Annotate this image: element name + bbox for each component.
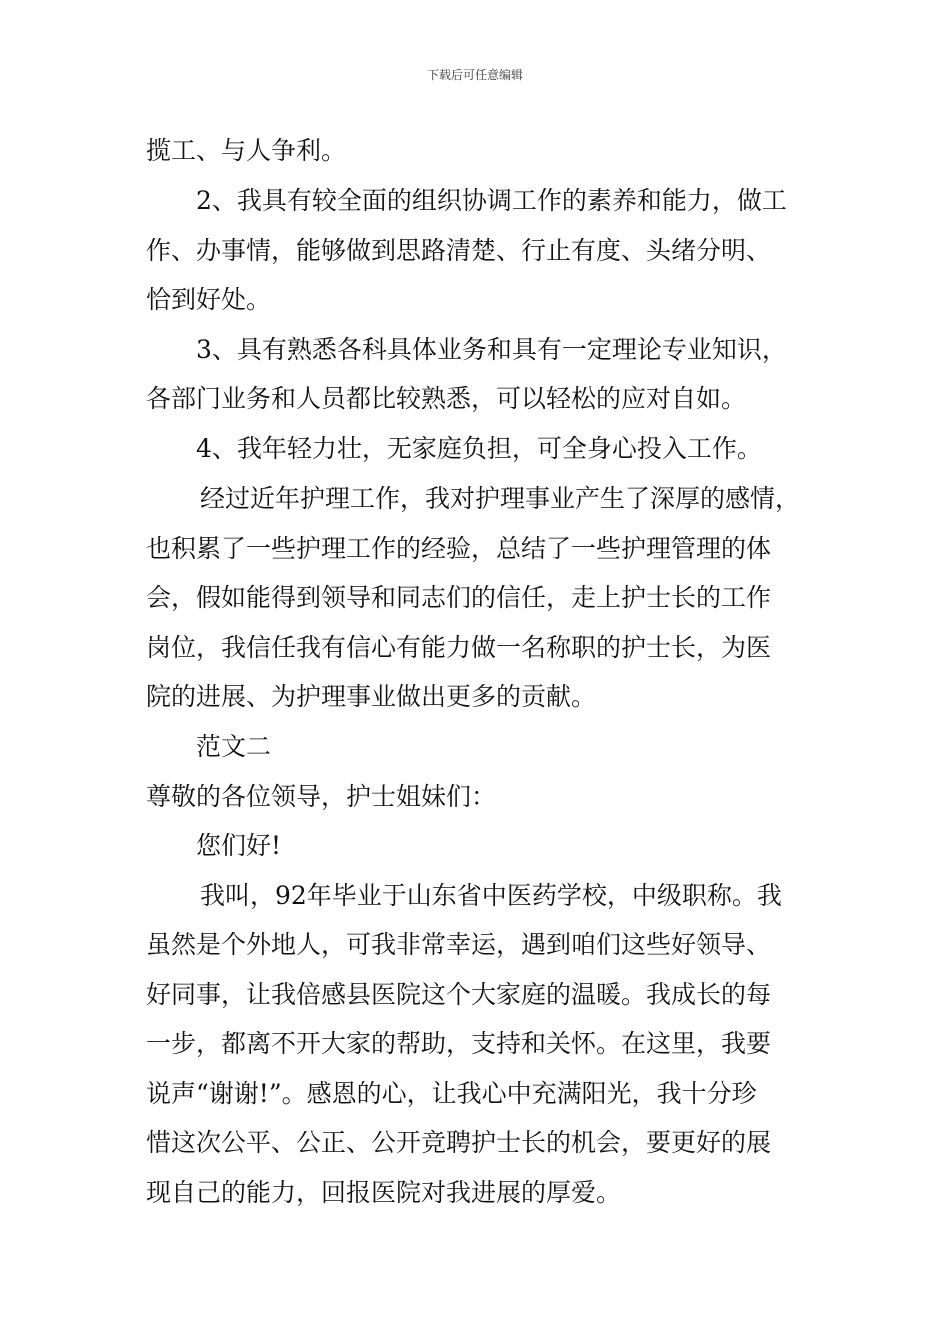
text-line: 说声“谢谢!”。感恩的心，让我心中充满阳光，我十分珍 [146,1079,757,1108]
text-line: 岗位，我信任我有信心有能力做一名称职的护士长，为医 [146,633,772,662]
text-line: 揽工、与人争利。 [146,136,347,165]
text-line: 作、办事情，能够做到思路清楚、行止有度、头绪分明、 [146,236,772,265]
text-line: 惜这次公平、公正、公开竞聘护士长的机会，要更好的展 [146,1128,772,1157]
text-line: 各部门业务和人员都比较熟悉，可以轻松的应对自如。 [146,384,747,413]
text-line: 一步，都离不开大家的帮助，支持和关怀。在这里，我要 [146,1029,772,1058]
text-line: 2、我具有较全面的组织协调工作的素养和能力，做工 [196,186,787,215]
text-line: 会，假如能得到领导和同志们的信任，走上护士长的工作 [146,583,772,612]
section-title: 范文二 [196,732,272,761]
text-line: 恰到好处。 [146,285,272,314]
text-line: 经过近年护理工作，我对护理事业产生了深厚的感情， [200,484,801,513]
greeting: 您们好! [196,831,282,860]
salutation: 尊敬的各位领导，护士姐妹们： [146,782,497,811]
text-line: 4、我年轻力壮，无家庭负担，可全身心投入工作。 [196,434,762,463]
text-line: 好同事，让我倍感县医院这个大家庭的温暖。我成长的每 [146,980,772,1009]
text-line: 现自己的能力，回报医院对我进展的厚爱。 [146,1178,622,1207]
page-header: 下载后可任意编辑 [426,68,523,82]
text-line: 也积累了一些护理工作的经验，总结了一些护理管理的体 [146,534,772,563]
text-line: 院的进展、为护理事业做出更多的贡献。 [146,682,597,711]
text-line: 虽然是个外地人，可我非常幸运，遇到咱们这些好领导、 [146,930,772,959]
text-line: 我叫，92年毕业于山东省中医药学校，中级职称。我 [200,881,782,910]
text-line: 3、具有熟悉各科具体业务和具有一定理论专业知识， [196,335,787,364]
